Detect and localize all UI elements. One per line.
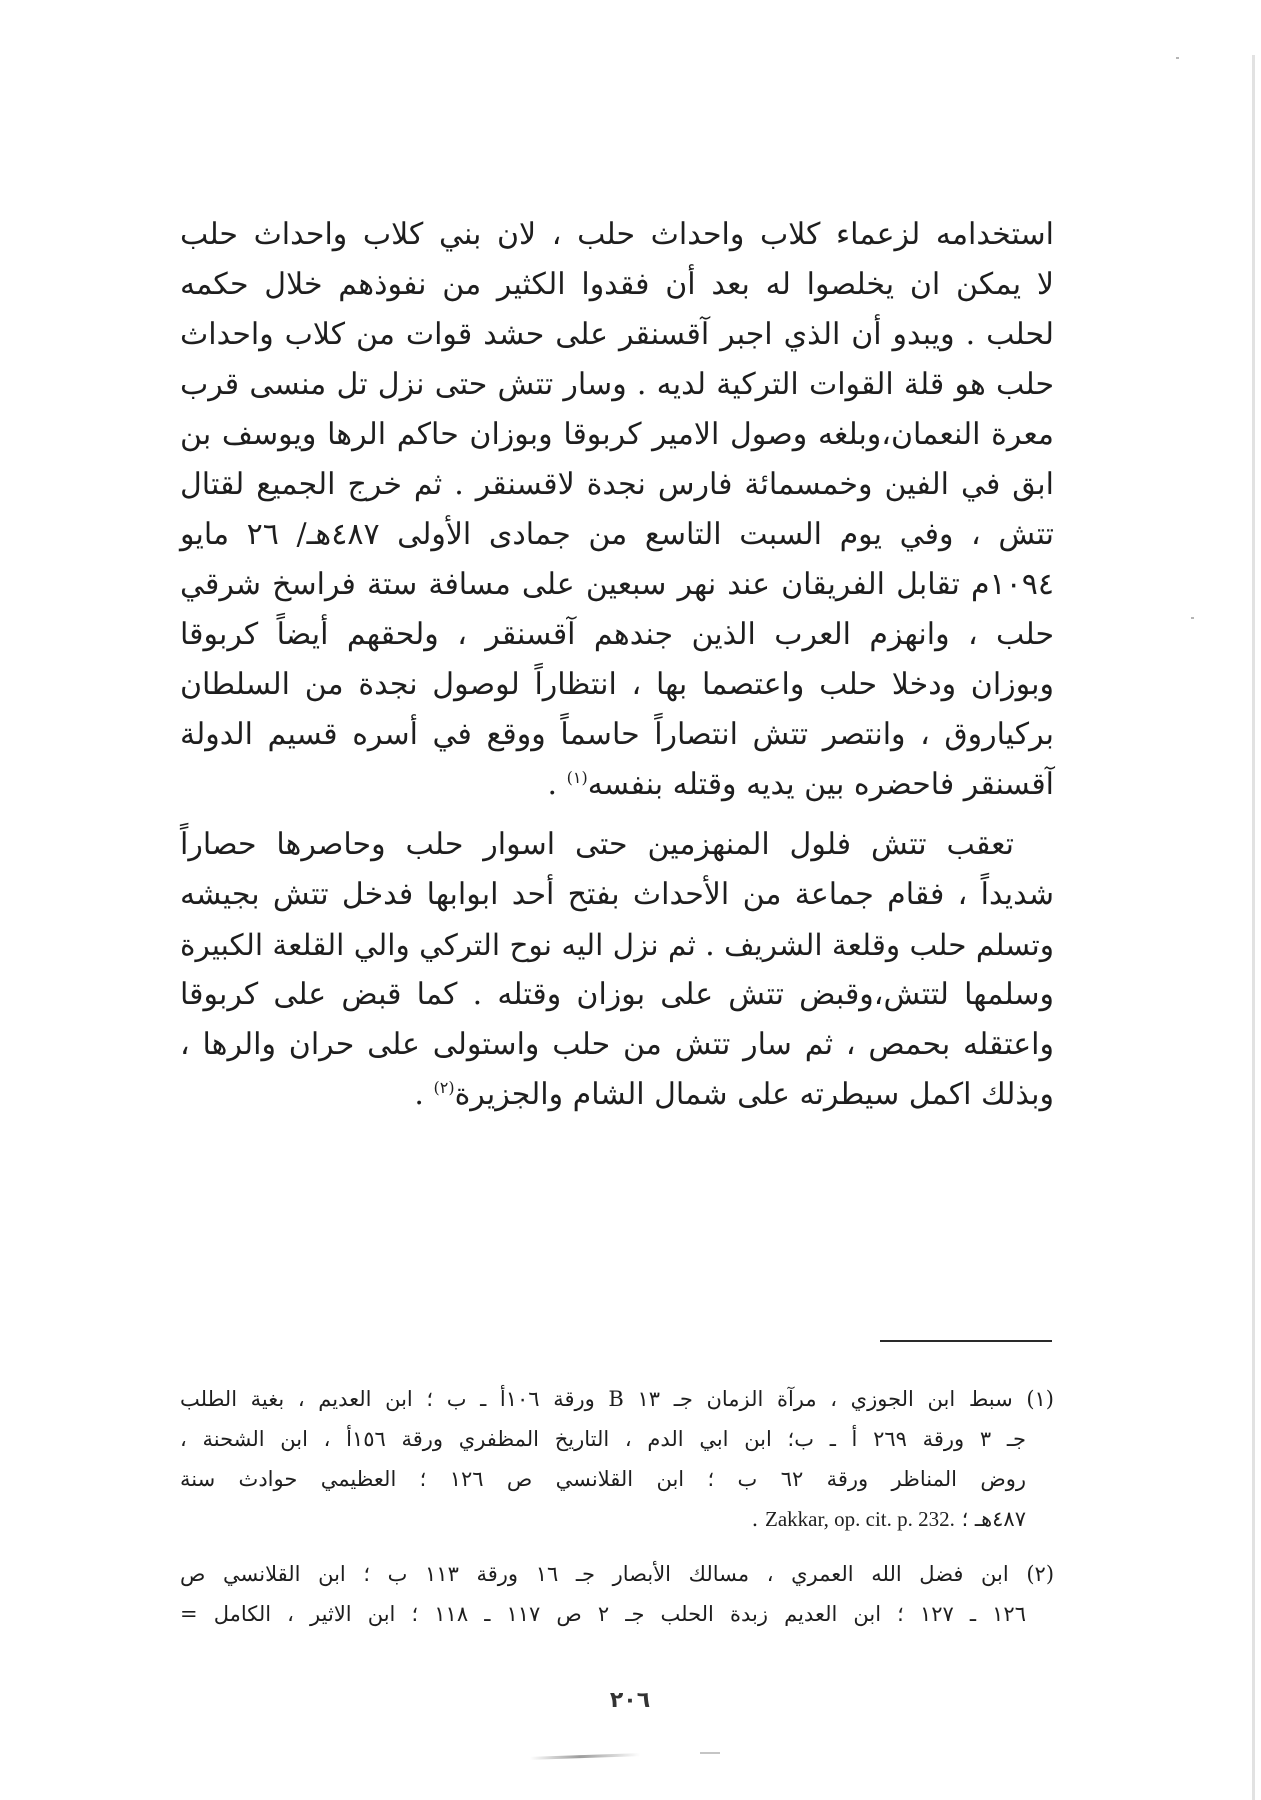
footnote-1-line-end bbox=[180, 1500, 1054, 1538]
footnote-separator bbox=[880, 1340, 1052, 1342]
text-line: شديداً ، فقام جماعة من الأحداث بفتح أحد ابوابها فدخل تتش بجيشه bbox=[180, 877, 1054, 912]
footnote-1-latin-ref: Zakkar, op. cit. p. 232. bbox=[765, 1507, 955, 1531]
scan-page-edge bbox=[1252, 55, 1255, 1800]
text-line-paragraph-start: تعقب تتش فلول المنهزمين حتى اسوار حلب وحاصرها حصاراً bbox=[180, 827, 1014, 862]
text-line: تتش ، وفي يوم السبت التاسع من جمادى الأولى ٤٨٧هـ/ ٢٦ مايو bbox=[180, 517, 1054, 552]
text-line: وبوزان ودخلا حلب واعتصما بها ، انتظاراً لوصول نجدة من السلطان bbox=[180, 667, 1054, 702]
period: . bbox=[547, 767, 567, 802]
footnote-2-line: (٢) ابن فضل الله العمري ، مسالك الأبصار جـ ١٦ ورقة ١١٣ ب ؛ ابن القلانسي ص bbox=[180, 1562, 1055, 1586]
text-line: حلب ، وانهزم العرب الذين جندهم آقسنقر ، ولحقهم أيضاً كربوقا bbox=[180, 617, 1054, 652]
text-line: بركياروق ، وانتصر تتش انتصاراً حاسماً ووقع في أسره قسيم الدولة bbox=[180, 717, 1054, 752]
footnote-1-line: روض المناظر ورقة ٦٢ ب ؛ ابن القلانسي ص ١٢٦ ؛ العظيمي حوادث سنة bbox=[180, 1467, 1026, 1491]
text-line: لا يمكن ان يخلصوا له بعد أن فقدوا الكثير من نفوذهم خلال حكمه bbox=[180, 267, 1054, 302]
footnote-1-line: جـ ٣ ورقة ٢٦٩ أ ـ ب؛ ابن ابي الدم ، التاريخ المظفري ورقة ١٥٦أ ، ابن الشحنة ، bbox=[180, 1427, 1026, 1451]
text-line: ١٠٩٤م تقابل الفريقان عند نهر سبعين على مسافة ستة فراسخ شرقي bbox=[180, 567, 1054, 602]
text-line-paragraph-end bbox=[180, 1070, 1054, 1120]
scan-speck bbox=[1191, 617, 1194, 619]
text-line: واعتقله بحمص ، ثم سار تتش من حلب واستولى على حران والرها ، bbox=[180, 1027, 1054, 1062]
text-line: لحلب . ويبدو أن الذي اجبر آقسنقر على حشد قوات من كلاب واحداث bbox=[180, 317, 1054, 352]
page-number: ٢٠٦ bbox=[609, 1688, 651, 1713]
period: . bbox=[751, 1507, 766, 1531]
text-line-paragraph-end bbox=[180, 760, 1054, 810]
text-line-content: آقسنقر فاحضره بين يديه وقتله بنفسه bbox=[587, 767, 1054, 802]
text-line: معرة النعمان،وبلغه وصول الامير كربوقا وبوزان حاكم الرها ويوسف بن bbox=[180, 417, 1054, 452]
scan-smudge bbox=[530, 1753, 640, 1760]
footnote-ref-2[interactable]: (٢) bbox=[433, 1078, 455, 1097]
period: . bbox=[414, 1077, 434, 1112]
footnote-2-line: ١٢٦ ـ ١٢٧ ؛ ابن العديم زبدة الحلب جـ ٢ ص ١١٧ ـ ١١٨ ؛ ابن الاثير ، الكامل = bbox=[180, 1602, 1026, 1626]
text-line: ابق في الفين وخمسمائة فارس نجدة لاقسنقر . ثم خرج الجميع لقتال bbox=[180, 467, 1054, 502]
text-line: استخدامه لزعماء كلاب واحداث حلب ، لان بني كلاب واحداث حلب bbox=[180, 217, 1054, 252]
scan-speck bbox=[1176, 57, 1179, 59]
footnote-ref-1[interactable]: (١) bbox=[566, 768, 588, 787]
footnote-1-line: (١) سبط ابن الجوزي ، مرآة الزمان جـ ١٣ B ورقة ١٠٦أ ـ ب ؛ ابن العديم ، بغية الطلب bbox=[180, 1387, 1054, 1411]
text-line: وسلمها لتتش،وقبض تتش على بوزان وقتله . كما قبض على كربوقا bbox=[180, 977, 1054, 1012]
text-line: حلب هو قلة القوات التركية لديه . وسار تتش حتى نزل تل منسى قرب bbox=[180, 367, 1054, 402]
footnote-1-date: ٤٨٧هـ ؛ bbox=[961, 1507, 1026, 1531]
text-line-content: وبذلك اكمل سيطرته على شمال الشام والجزيرة bbox=[454, 1077, 1054, 1112]
text-line: وتسلم حلب وقلعة الشريف . ثم نزل اليه نوح التركي والي القلعة الكبيرة bbox=[180, 928, 1054, 962]
scan-smudge bbox=[700, 1752, 720, 1754]
